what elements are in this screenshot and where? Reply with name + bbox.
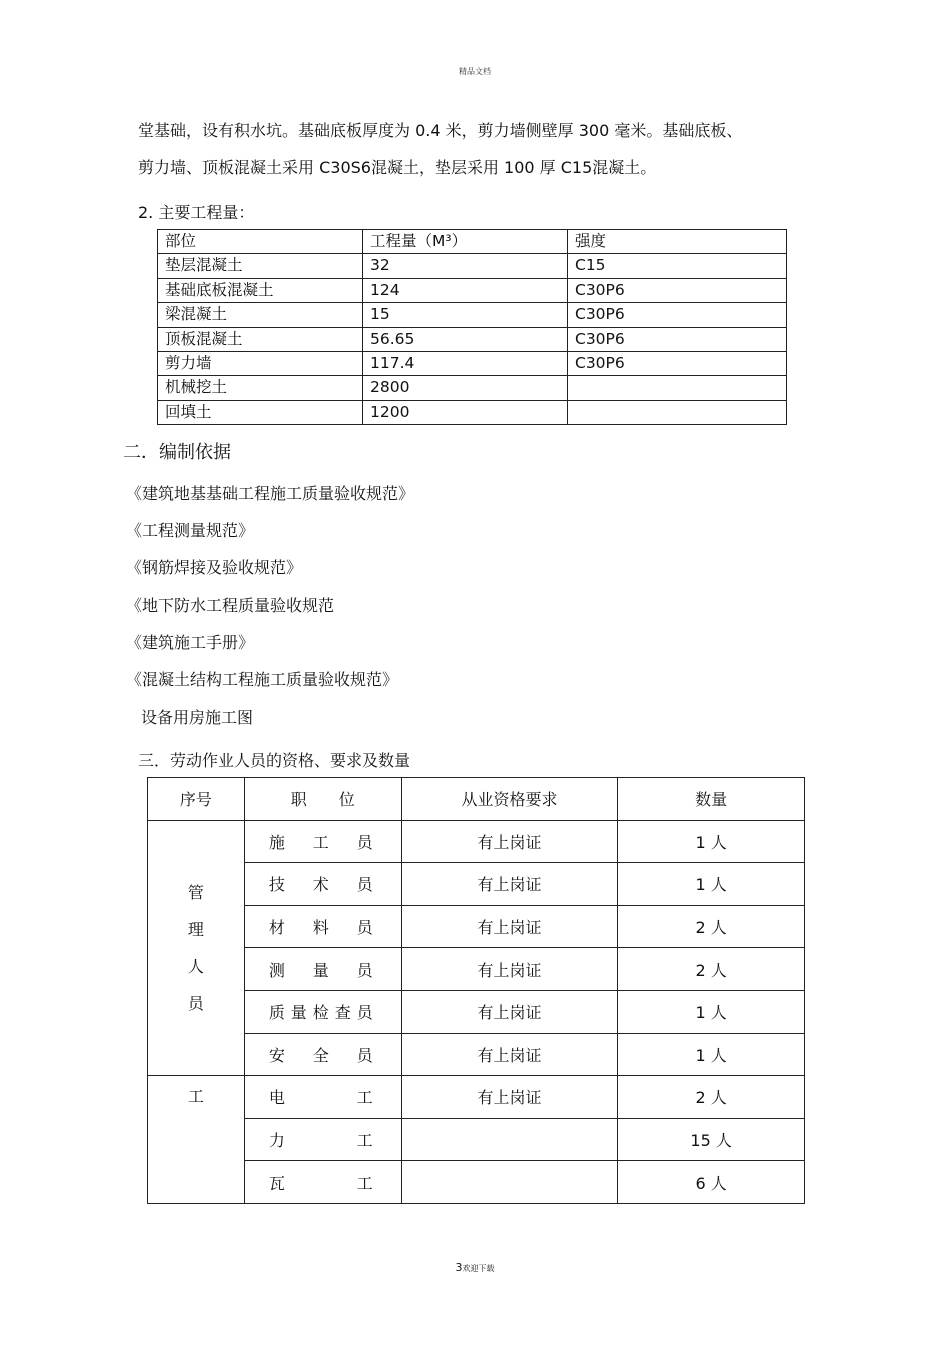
table-cell: 垫层混凝土 <box>158 254 363 278</box>
category-char: 理 <box>187 919 204 939</box>
reference-item: 《建筑施工手册》 <box>126 633 255 652</box>
table-cell: C30P6 <box>568 303 787 327</box>
table-cell: C30P6 <box>568 351 787 375</box>
table-cell: 梁混凝土 <box>158 303 363 327</box>
table-row <box>158 351 787 375</box>
requirement-cell: 有上岗证 <box>401 990 618 1033</box>
requirement-cell: 有上岗证 <box>401 1076 618 1119</box>
position-cell: 技术员 <box>244 863 401 906</box>
requirement-cell: 有上岗证 <box>401 863 618 906</box>
requirement-cell: 有上岗证 <box>401 1033 618 1076</box>
table-row <box>148 990 805 1033</box>
count-cell: 1 人 <box>618 863 805 906</box>
table-cell: 职 位 <box>244 778 401 821</box>
reference-item: 《混凝土结构工程施工质量验收规范》 <box>126 670 399 689</box>
count-cell: 15 人 <box>618 1118 805 1161</box>
table-cell <box>568 376 787 400</box>
table-cell: 工程量（M³） <box>363 230 568 254</box>
table-cell: 基础底板混凝土 <box>158 278 363 302</box>
section-3-title: 三．劳动作业人员的资格、要求及数量 <box>138 751 411 770</box>
requirement-cell: 有上岗证 <box>401 948 618 991</box>
count-cell: 6 人 <box>618 1161 805 1204</box>
table-row <box>158 254 787 278</box>
table-header-row <box>148 778 805 821</box>
count-cell: 2 人 <box>618 1076 805 1119</box>
table-cell: C15 <box>568 254 787 278</box>
reference-item: 《工程测量规范》 <box>126 521 255 540</box>
table-cell: 机械挖土 <box>158 376 363 400</box>
table-cell <box>568 400 787 424</box>
table-cell: 124 <box>363 278 568 302</box>
position-cell: 施工员 <box>244 820 401 863</box>
position-cell: 质量检查员 <box>244 990 401 1033</box>
table-row <box>148 1161 805 1204</box>
position-cell: 电工 <box>244 1076 401 1119</box>
table-cell: 从业资格要求 <box>401 778 618 821</box>
position-cell: 测量员 <box>244 948 401 991</box>
table-cell: 数量 <box>618 778 805 821</box>
table-cell: 强度 <box>568 230 787 254</box>
count-cell: 2 人 <box>618 905 805 948</box>
reference-item: 设备用房施工图 <box>141 708 254 727</box>
table-cell: C30P6 <box>568 278 787 302</box>
reference-item: 《钢筋焊接及验收规范》 <box>126 558 303 577</box>
intro-line-1: 堂基础，设有积水坑。基础底板厚度为 0.4 米，剪力墙侧壁厚 300 毫米。基础底板、 <box>138 121 743 140</box>
count-cell: 1 人 <box>618 1033 805 1076</box>
footer-note: 欢迎下载 <box>462 1264 495 1273</box>
category-management-staff <box>148 820 245 1076</box>
quantities-table <box>157 229 787 425</box>
table-row <box>148 863 805 906</box>
position-cell: 安全员 <box>244 1033 401 1076</box>
reference-item: 《地下防水工程质量验收规范 <box>126 596 335 615</box>
table-cell: 顶板混凝土 <box>158 327 363 351</box>
table-row <box>158 278 787 302</box>
section-2-title: 二．编制依据 <box>123 442 231 463</box>
table-cell: 回填土 <box>158 400 363 424</box>
category-char: 员 <box>187 993 204 1013</box>
position-cell: 瓦工 <box>244 1161 401 1204</box>
table-row <box>148 1118 805 1161</box>
page-number: 3 <box>455 1261 463 1274</box>
page-footer <box>0 1261 950 1274</box>
table-row <box>158 376 787 400</box>
table-row <box>148 820 805 863</box>
table-row <box>148 1076 805 1119</box>
category-char: 人 <box>187 956 204 976</box>
table-cell: 剪力墙 <box>158 351 363 375</box>
requirement-cell <box>401 1118 618 1161</box>
table-row <box>148 948 805 991</box>
category-workers: 工 <box>148 1076 245 1204</box>
table-cell: 部位 <box>158 230 363 254</box>
requirement-cell: 有上岗证 <box>401 905 618 948</box>
table-cell: 序号 <box>148 778 245 821</box>
table-cell: 32 <box>363 254 568 278</box>
table-cell: 56.65 <box>363 327 568 351</box>
table-row <box>148 1033 805 1076</box>
staff-table <box>147 777 805 1204</box>
table-row <box>158 327 787 351</box>
quantities-heading: 2. 主要工程量： <box>138 203 255 222</box>
requirement-cell <box>401 1161 618 1204</box>
table-row <box>148 905 805 948</box>
count-cell: 1 人 <box>618 990 805 1033</box>
table-row <box>158 400 787 424</box>
requirement-cell: 有上岗证 <box>401 820 618 863</box>
count-cell: 1 人 <box>618 820 805 863</box>
reference-item: 《建筑地基基础工程施工质量验收规范》 <box>126 484 415 503</box>
table-header-row <box>158 230 787 254</box>
table-cell: 1200 <box>363 400 568 424</box>
category-char: 管 <box>187 882 204 902</box>
intro-line-2: 剪力墙、顶板混凝土采用 C30S6混凝土，垫层采用 100 厚 C15混凝土。 <box>138 158 657 177</box>
table-row <box>158 303 787 327</box>
table-cell: 2800 <box>363 376 568 400</box>
page-header: 精品文档 <box>459 67 491 76</box>
table-cell: C30P6 <box>568 327 787 351</box>
position-cell: 材料员 <box>244 905 401 948</box>
position-cell: 力工 <box>244 1118 401 1161</box>
table-cell: 117.4 <box>363 351 568 375</box>
count-cell: 2 人 <box>618 948 805 991</box>
table-cell: 15 <box>363 303 568 327</box>
